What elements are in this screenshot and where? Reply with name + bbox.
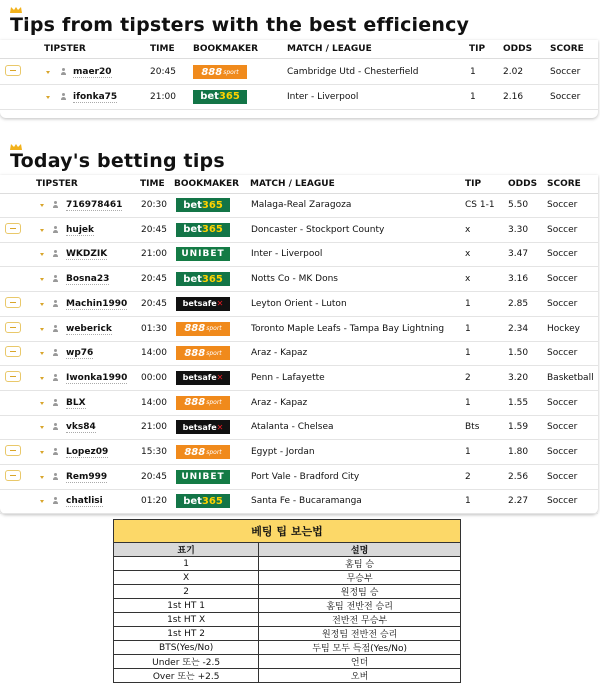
favorite-toggle[interactable] xyxy=(5,297,21,308)
rank-arrow-icon xyxy=(40,229,44,232)
match-time: 21:00 xyxy=(141,249,167,260)
header-odds: ODDS xyxy=(508,179,538,189)
sport-name: Soccer xyxy=(547,397,578,408)
tipster-link[interactable]: 716978461 xyxy=(66,200,123,210)
legend-mark: Under 또는 -2.5 xyxy=(114,655,259,669)
match-time: 21:00 xyxy=(150,91,176,102)
odds-value: 2.02 xyxy=(503,67,524,77)
legend-mark: 1st HT 2 xyxy=(114,627,259,641)
rank-arrow-icon xyxy=(46,71,50,74)
sport-name: Soccer xyxy=(547,348,578,359)
header-match: MATCH / LEAGUE xyxy=(287,44,372,54)
legend-desc: 홈팀 전반전 승리 xyxy=(259,599,461,613)
match-name[interactable]: Atalanta - Chelsea xyxy=(251,422,334,433)
rank-arrow-icon xyxy=(40,352,44,355)
bookmaker-logo-betsafe[interactable]: betsafe ✕ xyxy=(176,371,230,385)
match-time: 14:00 xyxy=(141,397,167,408)
rank-arrow-icon xyxy=(40,303,44,306)
header-match: MATCH / LEAGUE xyxy=(250,179,335,189)
favorite-toggle[interactable] xyxy=(5,445,21,456)
tip-value: Bts xyxy=(465,422,480,433)
table-row xyxy=(0,218,598,243)
section-title-todays-tips: Today's betting tips xyxy=(10,150,225,172)
sport-name: Soccer xyxy=(547,496,578,507)
match-name[interactable]: Araz - Kapaz xyxy=(251,348,308,359)
legend-header-mark: 표기 xyxy=(114,543,259,557)
sport-name: Soccer xyxy=(547,422,578,433)
favorite-toggle[interactable] xyxy=(5,346,21,357)
sport-name: Soccer xyxy=(547,224,578,235)
match-time: 14:00 xyxy=(141,348,167,359)
header-tip: TIP xyxy=(465,179,482,189)
legend-mark: 1 xyxy=(114,557,259,571)
legend-row xyxy=(114,669,461,683)
sport-name: Soccer xyxy=(550,91,581,102)
tipster-link[interactable]: ifonka75 xyxy=(73,91,118,102)
table-row xyxy=(0,317,598,342)
bookmaker-logo-888sport[interactable]: 888 sport xyxy=(176,445,230,459)
rank-arrow-icon xyxy=(40,253,44,256)
user-icon xyxy=(52,250,59,257)
bookmaker-logo-888sport[interactable]: 888 sport xyxy=(176,396,230,410)
odds-value: 3.30 xyxy=(508,224,529,235)
tip-value: x xyxy=(465,249,471,260)
rank-arrow-icon xyxy=(40,426,44,429)
bookmaker-logo-888sport[interactable]: 888 sport xyxy=(176,322,230,336)
legend-desc: 전반전 무승부 xyxy=(259,613,461,627)
favorite-toggle[interactable] xyxy=(5,371,21,382)
user-icon xyxy=(52,374,59,381)
sport-name: Soccer xyxy=(547,274,578,285)
user-icon xyxy=(52,448,59,455)
tip-value: 1 xyxy=(470,91,476,102)
bookmaker-logo-unibet[interactable]: UNIBET xyxy=(176,470,230,484)
table-row xyxy=(0,489,598,514)
tipster-link[interactable]: Bosna23 xyxy=(66,274,110,285)
table-row xyxy=(0,242,598,267)
rank-arrow-icon xyxy=(40,402,44,405)
best-efficiency-table xyxy=(0,40,598,118)
legend-row xyxy=(114,613,461,627)
match-name[interactable]: Penn - Lafayette xyxy=(251,372,325,383)
table-row xyxy=(0,292,598,317)
table-header xyxy=(0,175,598,194)
table-row xyxy=(0,415,598,440)
bookmaker-logo-888sport[interactable]: 888 sport xyxy=(193,65,247,79)
tip-value: 2 xyxy=(465,471,471,482)
tipster-link[interactable]: weberick xyxy=(66,323,112,334)
match-name[interactable]: Santa Fe - Bucaramanga xyxy=(251,496,362,507)
legend-header-desc: 설명 xyxy=(259,543,461,557)
legend-mark: X xyxy=(114,571,259,585)
bookmaker-logo-betsafe[interactable]: betsafe ✕ xyxy=(176,420,230,434)
match-name[interactable]: Leyton Orient - Luton xyxy=(251,298,347,309)
sport-name: Soccer xyxy=(547,200,578,210)
user-icon xyxy=(52,226,59,233)
tipster-link[interactable]: Rem999 xyxy=(66,471,108,482)
match-name[interactable]: Doncaster - Stockport County xyxy=(251,224,385,235)
tip-value: 1 xyxy=(465,298,471,309)
tip-value: 1 xyxy=(465,323,471,334)
odds-value: 2.16 xyxy=(503,91,524,102)
bookmaker-logo-bet365[interactable]: bet 365 xyxy=(176,272,230,286)
header-bookmaker: BOOKMAKER xyxy=(174,179,240,189)
header-time: TIME xyxy=(140,179,165,189)
tip-value: x xyxy=(465,274,471,285)
odds-value: 5.50 xyxy=(508,200,529,210)
legend-row xyxy=(114,585,461,599)
user-icon xyxy=(52,473,59,480)
tip-value: 1 xyxy=(465,447,471,457)
betting-tip-legend-table xyxy=(113,519,461,683)
header-bookmaker: BOOKMAKER xyxy=(193,44,259,54)
match-name[interactable]: Inter - Liverpool xyxy=(287,91,359,102)
user-icon xyxy=(52,275,59,282)
legend-mark: Over 또는 +2.5 xyxy=(114,669,259,683)
table-row xyxy=(0,85,598,110)
legend-desc: 무승부 xyxy=(259,571,461,585)
rank-arrow-icon xyxy=(40,500,44,503)
legend-row xyxy=(114,557,461,571)
user-icon xyxy=(52,201,59,208)
match-name[interactable]: Cambridge Utd - Chesterfield xyxy=(287,67,419,77)
header-tip: TIP xyxy=(469,44,486,54)
match-name[interactable]: Malaga-Real Zaragoza xyxy=(251,200,352,210)
user-icon xyxy=(52,349,59,356)
tip-value: x xyxy=(465,224,471,235)
section-title-best-efficiency: Tips from tipsters with the best efficiency xyxy=(10,14,470,36)
tipster-link[interactable]: wp76 xyxy=(66,348,94,359)
tipster-link[interactable]: vks84 xyxy=(66,422,96,433)
legend-desc: 원정팀 전반전 승리 xyxy=(259,627,461,641)
tipster-link[interactable]: BLX xyxy=(66,397,86,408)
match-time: 01:20 xyxy=(141,496,167,507)
tip-value: 1 xyxy=(465,496,471,507)
sport-name: Soccer xyxy=(550,67,581,77)
user-icon xyxy=(60,68,67,75)
odds-value: 2.85 xyxy=(508,298,529,309)
legend-title: 베팅 팁 보는법 xyxy=(114,520,461,543)
match-time: 20:45 xyxy=(141,274,167,285)
odds-value: 3.20 xyxy=(508,372,529,383)
tip-value: 2 xyxy=(465,372,471,383)
odds-value: 1.80 xyxy=(508,447,529,457)
odds-value: 3.47 xyxy=(508,249,529,260)
bookmaker-logo-bet365[interactable]: bet 365 xyxy=(176,198,230,212)
rank-arrow-icon xyxy=(40,377,44,380)
tipster-link[interactable]: chatlisi xyxy=(66,496,103,507)
odds-value: 2.56 xyxy=(508,471,529,482)
header-time: TIME xyxy=(150,44,175,54)
table-row xyxy=(0,440,598,465)
bookmaker-logo-888sport[interactable]: 888 sport xyxy=(176,346,230,360)
match-time: 20:45 xyxy=(141,298,167,309)
legend-row xyxy=(114,599,461,613)
odds-value: 1.55 xyxy=(508,397,529,408)
user-icon xyxy=(60,93,67,100)
table-row xyxy=(0,193,598,218)
legend-row xyxy=(114,641,461,655)
header-score: SCORE xyxy=(550,44,584,54)
sport-name: Soccer xyxy=(547,298,578,309)
sport-name: Basketball xyxy=(547,372,594,383)
legend-mark: 2 xyxy=(114,585,259,599)
legend-desc: 언더 xyxy=(259,655,461,669)
sport-name: Hockey xyxy=(547,323,580,334)
match-time: 20:45 xyxy=(141,224,167,235)
match-time: 20:30 xyxy=(141,200,167,210)
match-time: 01:30 xyxy=(141,323,167,334)
bookmaker-logo-unibet[interactable]: UNIBET xyxy=(176,247,230,261)
legend-row xyxy=(114,655,461,669)
favorite-toggle[interactable] xyxy=(5,322,21,333)
bookmaker-logo-bet365[interactable]: bet 365 xyxy=(176,494,230,508)
table-row xyxy=(0,391,598,416)
sport-name: Soccer xyxy=(547,249,578,260)
favorite-toggle[interactable] xyxy=(5,223,21,234)
user-icon xyxy=(52,399,59,406)
tipster-link[interactable]: maer20 xyxy=(73,67,112,77)
header-score: SCORE xyxy=(547,179,581,189)
legend-mark: BTS(Yes/No) xyxy=(114,641,259,655)
tipster-link[interactable]: Lopez09 xyxy=(66,447,109,457)
match-time: 00:00 xyxy=(141,372,167,383)
legend-mark: 1st HT 1 xyxy=(114,599,259,613)
legend-desc: 오버 xyxy=(259,669,461,683)
odds-value: 3.16 xyxy=(508,274,529,285)
header-tipster: TIPSTER xyxy=(36,179,78,189)
match-name[interactable]: Toronto Maple Leafs - Tampa Bay Lightning xyxy=(251,323,445,334)
table-row xyxy=(0,465,598,490)
table-row xyxy=(0,366,598,391)
odds-value: 2.34 xyxy=(508,323,529,334)
match-name[interactable]: Inter - Liverpool xyxy=(251,249,323,260)
rank-arrow-icon xyxy=(40,204,44,207)
table-header xyxy=(0,40,598,59)
favorite-toggle[interactable] xyxy=(5,470,21,481)
sport-name: Soccer xyxy=(547,471,578,482)
tip-value: 1 xyxy=(465,348,471,359)
table-row xyxy=(0,267,598,292)
rank-arrow-icon xyxy=(40,476,44,479)
sport-name: Soccer xyxy=(547,447,578,457)
bookmaker-logo-bet365[interactable]: bet 365 xyxy=(193,90,247,104)
rank-arrow-icon xyxy=(46,96,50,99)
tip-value: 1 xyxy=(465,397,471,408)
user-icon xyxy=(52,300,59,307)
match-time: 20:45 xyxy=(141,471,167,482)
tip-value: 1 xyxy=(470,67,476,77)
table-row xyxy=(0,60,598,85)
header-tipster: TIPSTER xyxy=(44,44,86,54)
favorite-toggle[interactable] xyxy=(5,65,21,76)
match-name[interactable]: Notts Co - MK Dons xyxy=(251,274,338,285)
odds-value: 2.27 xyxy=(508,496,529,507)
match-name[interactable]: Port Vale - Bradford City xyxy=(251,471,360,482)
user-icon xyxy=(52,497,59,504)
bookmaker-logo-bet365[interactable]: bet 365 xyxy=(176,223,230,237)
rank-arrow-icon xyxy=(40,451,44,454)
match-time: 20:45 xyxy=(150,67,176,77)
tipster-link[interactable]: Machin1990 xyxy=(66,298,128,309)
legend-desc: 홈팀 승 xyxy=(259,557,461,571)
match-time: 15:30 xyxy=(141,447,167,457)
odds-value: 1.59 xyxy=(508,422,529,433)
rank-arrow-icon xyxy=(40,328,44,331)
bookmaker-logo-betsafe[interactable]: betsafe ✕ xyxy=(176,297,230,311)
header-odds: ODDS xyxy=(503,44,533,54)
legend-desc: 원정팀 승 xyxy=(259,585,461,599)
tipster-link[interactable]: WKDZIK xyxy=(66,249,108,260)
legend-desc: 두팀 모두 득점(Yes/No) xyxy=(259,641,461,655)
legend-row xyxy=(114,571,461,585)
user-icon xyxy=(52,423,59,430)
odds-value: 1.50 xyxy=(508,348,529,359)
user-icon xyxy=(52,325,59,332)
match-name[interactable]: Araz - Kapaz xyxy=(251,397,308,408)
match-time: 21:00 xyxy=(141,422,167,433)
table-row xyxy=(0,341,598,366)
tipster-link[interactable]: Iwonka1990 xyxy=(66,372,128,383)
tip-value: CS 1-1 xyxy=(465,200,495,210)
tipster-link[interactable]: hujek xyxy=(66,224,94,235)
crown-icon xyxy=(10,7,22,13)
legend-row xyxy=(114,627,461,641)
match-name[interactable]: Egypt - Jordan xyxy=(251,447,315,457)
rank-arrow-icon xyxy=(40,278,44,281)
todays-tips-table xyxy=(0,175,598,514)
legend-mark: 1st HT X xyxy=(114,613,259,627)
